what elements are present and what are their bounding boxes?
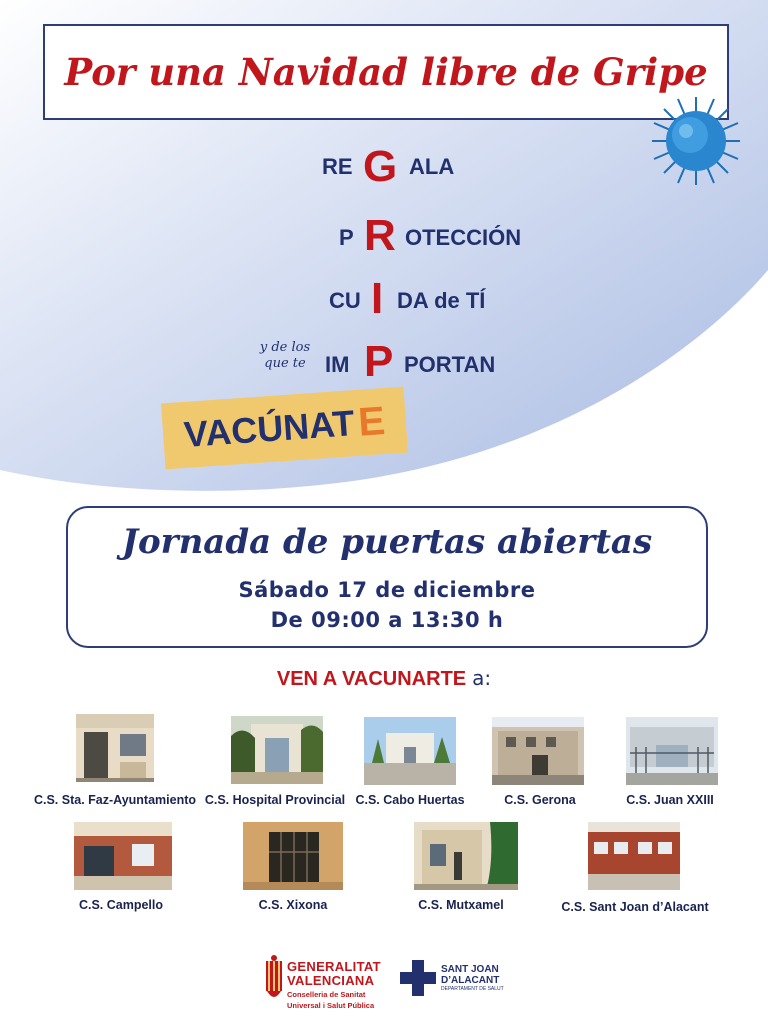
acrostic-row-2-prefix: P <box>339 225 354 250</box>
acrostic-letter-g: G <box>363 142 398 191</box>
title-banner <box>43 24 729 120</box>
acrostic-row-3-suffix: DA de TÍ <box>397 288 486 313</box>
jornada-box <box>66 506 708 648</box>
sj-sub: DEPARTAMENT DE SALUT <box>441 986 504 992</box>
jornada-date: Sábado 17 de diciembre <box>238 578 536 602</box>
center-photo-cabo-huertas <box>364 717 456 785</box>
gv-sub2: Universal i Salut Pública <box>287 1001 375 1010</box>
center-photo-sant-joan <box>588 822 680 890</box>
script-note-line2: que te <box>264 356 306 371</box>
vacunate-letter-e: E <box>356 398 387 445</box>
ven-heading-blue: a: <box>472 666 492 690</box>
center-label-mutxamel: C.S. Mutxamel <box>418 898 504 912</box>
script-note <box>250 340 320 372</box>
acrostic-row-4-suffix: PORTAN <box>404 352 496 377</box>
center-label-sant-joan: C.S. Sant Joan d’Alacant <box>561 900 709 914</box>
center-photo-campello <box>74 822 172 890</box>
gv-sub1: Conselleria de Sanitat <box>287 990 366 999</box>
acrostic-row-2-suffix: OTECCIÓN <box>405 225 522 250</box>
jornada-title: Jornada de puertas abiertas <box>121 522 653 562</box>
vacunate-text: VACÚNAT <box>182 402 356 455</box>
center-label-hospital-provincial: C.S. Hospital Provincial <box>204 793 346 807</box>
center-label-cabo-huertas: C.S. Cabo Huertas <box>355 793 465 807</box>
acrostic-row-1-prefix: RE <box>322 154 353 179</box>
sant-joan-text <box>441 964 504 993</box>
center-photo-hospital-provincial <box>231 716 323 784</box>
acrostic-row-1-suffix: ALA <box>409 154 455 179</box>
center-photo-juan-xxiii <box>626 717 718 785</box>
center-label-xixona: C.S. Xixona <box>258 898 328 912</box>
center-label-juan-xxiii: C.S. Juan XXIII <box>626 793 714 807</box>
gv-line2: VALENCIANA <box>287 973 375 988</box>
acrostic-letter-r: R <box>364 211 396 260</box>
acrostic-row-4-prefix: IM <box>325 352 350 377</box>
center-photo-gerona <box>492 717 584 785</box>
acrostic-row-3-prefix: CU <box>329 288 361 313</box>
center-label-gerona: C.S. Gerona <box>504 793 576 807</box>
ven-heading <box>0 666 768 691</box>
acrostic-letter-i: I <box>371 274 384 323</box>
page-title: Por una Navidad libre de Gripe <box>64 50 708 94</box>
jornada-time: De 09:00 a 13:30 h <box>270 608 504 632</box>
acrostic-letter-p: P <box>364 337 394 386</box>
script-note-line1: y de los <box>259 340 311 355</box>
center-label-sta-faz: C.S. Sta. Faz-Ayuntamiento <box>33 793 197 807</box>
generalitat-logo-icon <box>264 955 284 1005</box>
center-label-campello: C.S. Campello <box>78 898 164 912</box>
center-photo-mutxamel <box>414 822 518 890</box>
generalitat-text <box>287 960 381 1010</box>
virus-icon <box>650 95 742 187</box>
health-cross-icon <box>400 960 436 996</box>
gv-line1: GENERALITAT <box>287 959 381 974</box>
sj-line1: SANT JOAN <box>441 964 499 975</box>
center-photo-sta-faz <box>76 714 154 782</box>
ven-heading-red: VEN A VACUNARTE <box>276 668 467 690</box>
center-photo-xixona <box>243 822 343 890</box>
sj-line2: D’ALACANT <box>441 975 500 986</box>
